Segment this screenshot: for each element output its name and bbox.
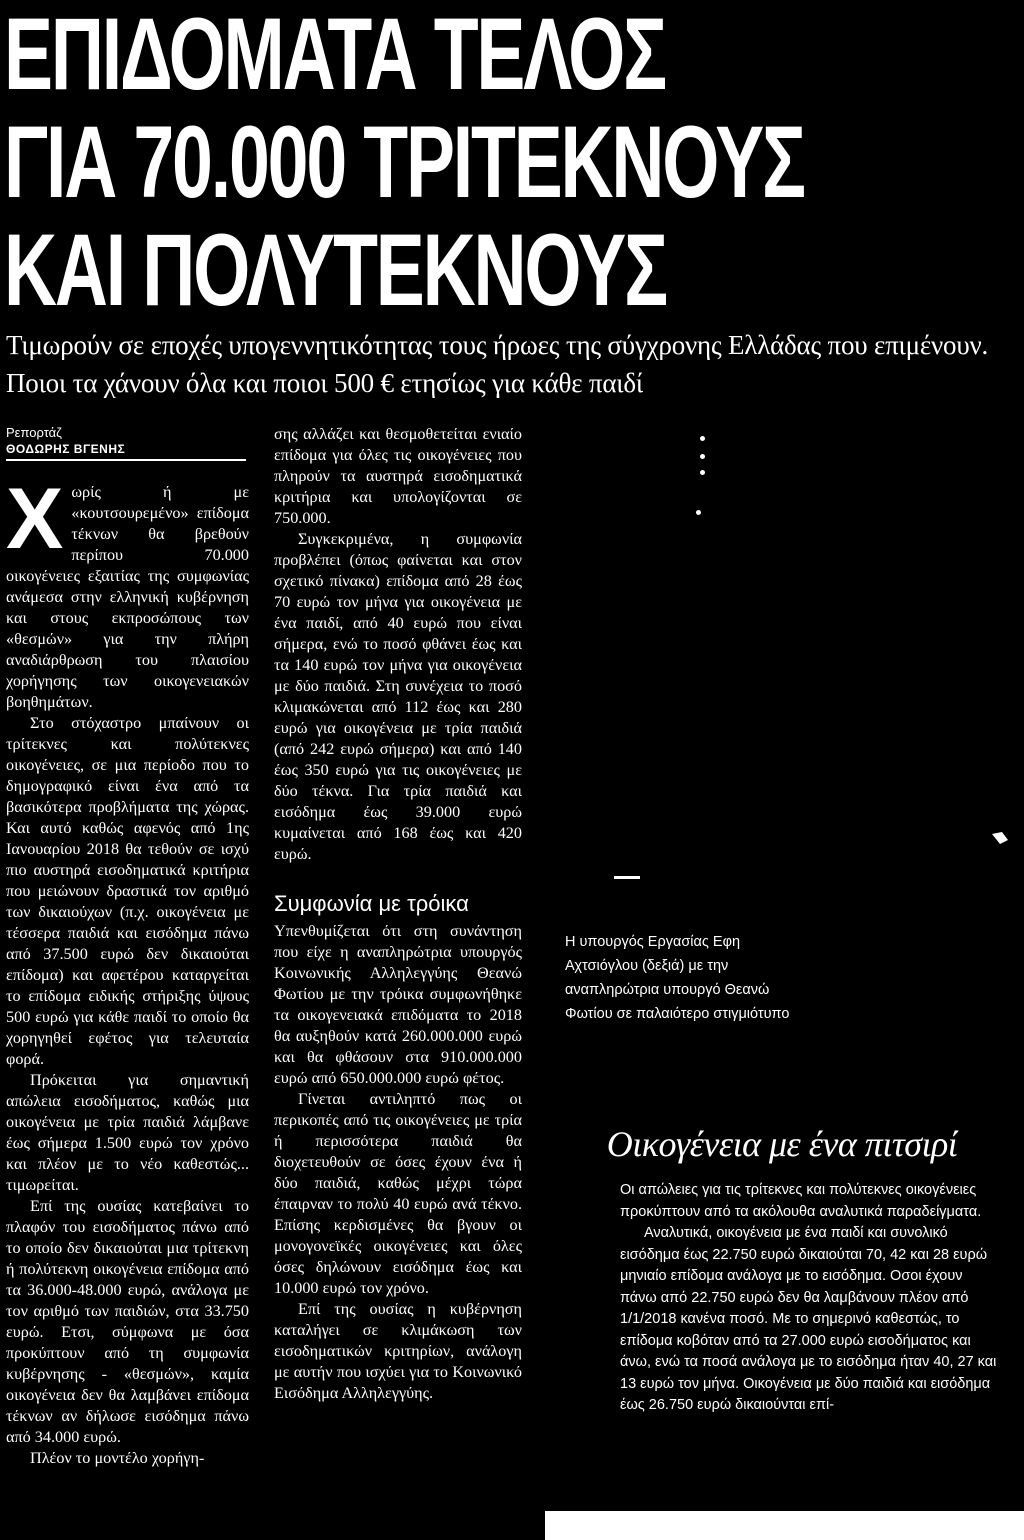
article-paragraph: Χωρίς ή με «κουτσουρεμένο» επίδομα τέκνων θα βρεθούν περίπου 70.000 οικογένειες εξαιτίας της συμφωνίας ανάμεσα στην ελληνική κυβέρνηση και στους εκπροσώπους των «θεσμών» για την πλήρη αναδιάρθρωση του πλαισίου χορήγησης των οικογενειακών βοηθημάτων.	[6, 471, 249, 711]
photo-caption: Η υπουργός Εργασίας Εφη Αχτσιόγλου (δεξιά) με την αναπληρώτρια υπουργό Θεανώ Φωτίου σε παλαιότερο στιγμιότυπο	[565, 934, 790, 1022]
headline-line-3: ΚΑΙ ΠΟΛΥΤΕΚΝΟΥΣ	[4, 213, 667, 327]
article-paragraph: Επί της ουσίας η κυβέρνηση καταλήγει σε κλιμάκωση των εισοδηματικών κριτηρίων, ανάλογη με αυτήν που ισχύει για το Κοινωνικό Εισόδημα Αλληλεγγύης.	[274, 1300, 522, 1402]
article-paragraph: Συγκεκριμένα, η συμφωνία προβλέπει (όπως φαίνεται και στον σχετικό πίνακα) επίδομα από 28 έως 70 ευρώ τον μήνα για οικογένεια με ένα παιδί, από 40 ευρώ που είναι σήμερα, ενώ το ποσό φθάνει έως και τα 140 ευρώ τον μήνα για οικογένεια με δύο παιδιά. Στη συνέχεια το ποσό κλιμακώνεται από 112 έως και 280 ευρώ για οικογένεια με τρία παιδιά (από 242 ευρώ σήμερα) και από 140 έως 350 ευρώ για τις οικογένειες με δύο τέκνα. Για τρία παιδιά και εισόδημα έως 39.000 ευρώ κυμαίνεται από 168 έως και 420 ευρώ.	[274, 530, 522, 863]
byline-name: ΘΟΔΩΡΗΣ ΒΓΕΝΗΣ	[6, 442, 246, 461]
headline	[4, 0, 804, 327]
drop-cap: Χ	[6, 471, 64, 567]
article-paragraph: Επί της ουσίας κατεβαίνει το πλαφόν του εισοδήματος πάνω από το οποίο δεν δικαιούται μια τρίτεκνη ή πολύτεκνη οικογένεια επίδομα από τα 36.000-48.000 ευρώ, ανάλογα με τον αριθμό των παιδιών, στα 33.750 ευρώ. Ετσι, σύμφωνα με όσα προκύπτουν από τη συμφωνία κυβέρνησης - «θεσμών», καμία οικογένεια δεν θα λαμβάνει επίδομα τέκνων αν δήλωσε εισόδημα πάνω από 34.000 ευρώ.	[6, 1197, 249, 1446]
bottom-bar	[545, 1511, 1024, 1540]
byline-label: Ρεπορτάζ	[6, 425, 62, 440]
sidebar-box-intro: Οι απώλειες για τις τρίτεκνες και πολύτεκνες οικογένειες προκύπτουν από τα ακόλουθα αναλυτικά παραδείγματα.	[620, 1182, 982, 1220]
article-paragraph: Υπενθυμίζεται ότι στη συνάντηση που είχε η αναπληρώτρια υπουργός Κοινωνικής Αλληλεγγύης Θεανώ Φωτίου με την τρόικα συμφωνήθηκε τα οικογενειακά επιδόματα το 2018 θα αυξηθούν κατά 260.000.000 ευρώ και θα φθάσουν στα 910.000.000 ευρώ από 650.000.000 ευρώ φέτος.	[274, 922, 522, 1087]
article-column-1	[6, 471, 249, 1469]
article-column-2	[274, 424, 522, 1404]
sidebar-box-text	[620, 1180, 998, 1417]
article-paragraph: Γίνεται αντιληπτό πως οι περικοπές από τις οικογένειες με τρία ή περισσότερα παιδιά θα διοχετευθούν σε όσες έχουν ένα ή δύο παιδιά, καθώς μέχρι τώρα έπαιρναν το πολύ 40 ευρώ ανά τέκνο. Επίσης κερδισμένες θα βγουν οι μονογονεϊκές οικογένειες και όλες όσες δηλώνουν εισόδημα έως και 10.000 ευρώ τον χρόνο.	[274, 1090, 522, 1297]
sidebar-box-body: Αναλυτικά, οικογένεια με ένα παιδί και συνολικό εισόδημα έως 22.750 ευρώ δικαιούται 70, 42 και 28 ευρώ μηνιαίο επίδομα ανάλογα με το εισόδημα. Οσοι έχουν πάνω από 22.750 ευρώ δεν θα λαμβάνουν πλέον από 1/1/2018 κανένα ποσό. Με το σημερινό καθεστώς, το επίδομα κοβόταν από τα 27.000 ευρώ εισοδήματος και άνω, ενώ τα ποσά ανάλογα με το εισόδημα ήταν 40, 27 και 13 ευρώ τον μήνα. Οικογένεια με δύο παιδιά και εισόδημα έως 26.750 ευρώ δικαιούνται επί-	[620, 1225, 997, 1413]
caption-divider	[614, 876, 640, 879]
article-paragraph: Πρόκειται για σημαντική απώλεια εισοδήματος, καθώς μια οικογένεια με τρία παιδιά λάμβανε έως σήμερα 1.500 ευρώ τον χρόνο και πλέον με το νέο καθεστώς... τιμωρείται.	[6, 1071, 249, 1194]
headline-line-1: ΕΠΙΔΟΜΑΤΑ ΤΕΛΟΣ	[4, 0, 665, 111]
article-paragraph: σης αλλάζει και θεσμοθετείται ενιαίο επίδομα για όλες τις οικογένειες που πληρούν τα αυστηρά εισοδηματικά κριτήρια και υπολογίζονται σε 750.000.	[274, 425, 522, 527]
subtitle: Τιμωρούν σε εποχές υπογεννητικότητας τους ήρωες της σύγχρονης Ελλάδας που επιμένουν. Ποιοι τα χάνουν όλα και ποιοι 500 € ετησίως για κάθε παιδί	[6, 330, 989, 398]
sidebar-box-title: Οικογένεια με ένα πιτσιρί	[606, 1124, 958, 1164]
photo-speck	[990, 830, 1010, 846]
article-paragraph: Στο στόχαστρο μπαίνουν οι τρίτεκνες και πολύτεκνες οικογένειες, σε μια περίοδο που το δημογραφικό είναι ένα από τα βασικότερα προβλήματα της χώρας. Και αυτό καθώς αφενός από 1ης Ιανουαρίου 2018 θα τεθούν σε ισχύ πιο αυστηρά εισοδηματικά κριτήρια που μειώνουν δραστικά τον αριθμό των δικαιούχων (π.χ. οικογένεια με τέσσερα παιδιά και εισόδημα πάνω από 37.500 ευρώ δεν δικαιούται επίδομα) και αφετέρου καταργείται το επίδομα ειδικής στήριξης ύψους 500 ευρώ για κάθε παιδί το οποίο θα χορηγηθεί εφέτος για τελευταία φορά.	[6, 714, 249, 1068]
headline-line-2: ΓΙΑ 70.000 ΤΡΙΤΕΚΝΟΥΣ	[4, 105, 804, 219]
section-subheading: Συμφωνία με τρόικα	[274, 891, 469, 916]
article-paragraph: Πλέον το μοντέλο χορήγη-	[30, 1449, 205, 1467]
